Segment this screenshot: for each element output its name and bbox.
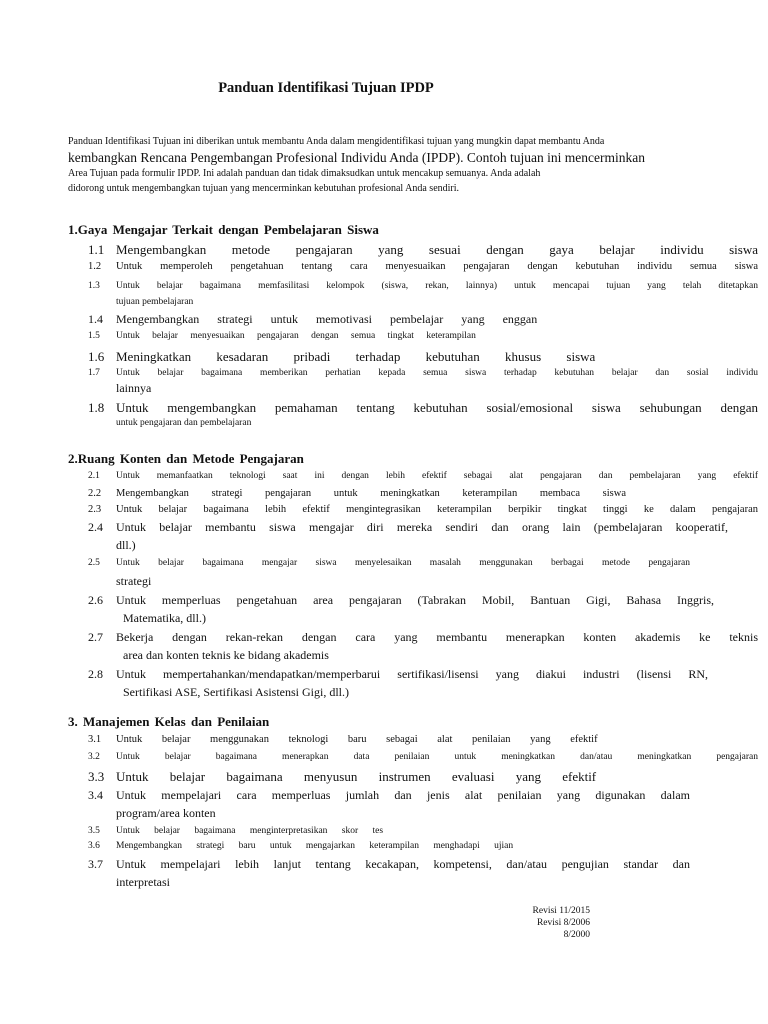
- item-text: Untuk belajar bagaimana menerapkan data penilaian untuk meningkatkan dan/atau meningkatkan pengajaran: [116, 752, 758, 762]
- item-continuation: Matematika, dll.): [123, 611, 206, 625]
- list-item: [68, 786, 758, 822]
- item-number: 3.1: [88, 734, 102, 745]
- revision-line: Revisi 8/2006: [536, 918, 590, 928]
- item-number: 3.6: [88, 841, 100, 851]
- revision-line: Revisi 11/2015: [532, 906, 590, 916]
- list-item: [68, 750, 758, 764]
- revision-notes: [480, 905, 590, 941]
- item-text: Untuk memperluas pengetahuan area pengajaran (Tabrakan Mobil, Bantuan Gigi, Bahasa Inggris,: [116, 593, 714, 607]
- list-item: [68, 767, 758, 786]
- section-manajemen-kelas: [68, 714, 758, 891]
- list-item: [68, 366, 758, 396]
- item-text: Untuk belajar menggunakan teknologi baru sebagai alat penilaian yang efektif: [116, 734, 598, 745]
- item-number: 3.3: [88, 769, 105, 784]
- item-number: 2.7: [88, 630, 103, 644]
- intro-line: kembangkan Rencana Pengembangan Profesional Individu Anda (IPDP). Contoh tujuan ini mencerminkan: [68, 150, 645, 165]
- item-number: 1.6: [88, 349, 105, 364]
- section-title: 3. Manajemen Kelas dan Penilaian: [68, 714, 270, 729]
- item-text: Untuk belajar bagaimana memberikan perhatian kepada semua siswa terhadap kebutuhan belajar dan sosial individu: [116, 368, 758, 378]
- list-item: [68, 259, 758, 275]
- page-title: Panduan Identifikasi Tujuan IPDP: [218, 80, 434, 96]
- list-item: [68, 486, 758, 502]
- item-text: Untuk belajar bagaimana mengajar siswa menyelesaikan masalah menggunakan berbagai metode pengajaran: [116, 558, 690, 568]
- section-ruang-konten: [68, 451, 758, 701]
- list-item: [68, 732, 758, 748]
- list-item: [68, 310, 758, 328]
- list-item: [68, 329, 758, 343]
- item-continuation: Sertifikasi ASE, Sertifikasi Asistensi Gigi, dll.): [123, 685, 349, 699]
- item-number: 1.1: [88, 242, 105, 257]
- item-text: Untuk belajar bagaimana menginterpretasikan skor tes: [116, 826, 384, 836]
- item-number: 1.8: [88, 400, 105, 415]
- list-item: [68, 518, 758, 554]
- item-text: Untuk belajar menyesuaikan pengajaran dengan semua tingkat keterampilan: [116, 331, 476, 341]
- item-number: 1.2: [88, 261, 102, 272]
- list-item: [68, 279, 758, 309]
- item-continuation: strategi: [116, 574, 152, 588]
- item-number: 3.7: [88, 857, 103, 871]
- item-number: 1.5: [88, 331, 100, 341]
- section-gaya-mengajar: [68, 222, 758, 429]
- item-number: 2.2: [88, 488, 102, 499]
- list-item: [68, 502, 758, 518]
- section-title: 2.Ruang Konten dan Metode Pengajaran: [68, 451, 304, 466]
- item-text: Mengembangkan strategi pengajaran untuk meningkatkan keterampilan membaca siswa: [116, 488, 626, 499]
- list-item: [68, 240, 758, 259]
- item-text: Untuk belajar membantu siswa mengajar diri mereka sendiri dan orang lain (pembelajaran kooperatif,: [116, 520, 728, 534]
- item-text: Untuk mempelajari cara memperluas jumlah dan jenis alat penilaian yang digunakan dalam: [116, 788, 690, 802]
- list-item: [68, 824, 758, 838]
- item-number: 3.5: [88, 826, 100, 836]
- list-item: [68, 556, 758, 590]
- item-text: Untuk mempelajari lebih lanjut tentang kecakapan, kompetensi, dan/atau pengujian standar dan: [116, 857, 690, 871]
- list-item: [68, 398, 758, 429]
- item-number: 1.7: [88, 368, 100, 378]
- item-continuation: dll.): [116, 538, 136, 552]
- item-text: Untuk belajar bagaimana memfasilitasi kelompok (siswa, rekan, lainnya) untuk mencapai tujuan yang telah ditetapkan: [116, 281, 758, 291]
- item-text: Untuk belajar bagaimana lebih efektif mengintegrasikan keterampilan berpikir tingkat tinggi ke dalam pengajaran: [116, 504, 758, 515]
- intro-paragraph: [68, 134, 645, 196]
- item-text: Bekerja dengan rekan-rekan dengan cara yang membantu menerapkan konten akademis ke teknis: [116, 630, 758, 644]
- intro-line: didorong untuk mengembangkan tujuan yang mencerminkan kebutuhan profesional Anda sendiri.: [68, 183, 460, 194]
- list-item: [68, 469, 758, 483]
- revision-line: 8/2000: [563, 930, 590, 940]
- item-continuation: interpretasi: [116, 875, 170, 889]
- item-text: Untuk memperoleh pengetahuan tentang cara menyesuaikan pengajaran dengan kebutuhan individu semua siswa: [116, 261, 758, 272]
- item-text: Untuk mempertahankan/mendapatkan/memperbarui sertifikasi/lisensi yang diakui industri (lisensi RN,: [116, 667, 708, 681]
- list-item: [68, 839, 758, 853]
- item-text: Untuk belajar bagaimana menyusun instrumen evaluasi yang efektif: [116, 769, 597, 784]
- intro-line: Panduan Identifikasi Tujuan ini diberikan untuk membantu Anda dalam mengidentifikasi tujuan yang mungkin dapat membantu Anda: [68, 136, 605, 147]
- item-continuation: area dan konten teknis ke bidang akademis: [123, 648, 329, 662]
- item-number: 2.4: [88, 520, 103, 534]
- item-number: 2.5: [88, 558, 100, 568]
- item-text: Mengembangkan metode pengajaran yang sesuai dengan gaya belajar individu siswa: [116, 242, 758, 257]
- list-item: [68, 347, 758, 366]
- list-item: [68, 665, 758, 701]
- item-continuation: lainnya: [116, 381, 152, 395]
- item-text: Mengembangkan strategi untuk memotivasi pembelajar yang enggan: [116, 312, 538, 326]
- list-item: [68, 628, 758, 664]
- item-number: 2.8: [88, 667, 103, 681]
- item-number: 2.3: [88, 504, 102, 515]
- item-number: 2.6: [88, 593, 103, 607]
- item-number: 3.4: [88, 788, 103, 802]
- item-number: 1.4: [88, 312, 103, 326]
- item-text: Meningkatkan kesadaran pribadi terhadap kebutuhan khusus siswa: [116, 349, 596, 364]
- item-text: Mengembangkan strategi baru untuk mengajarkan keterampilan menghadapi ujian: [116, 841, 514, 851]
- item-number: 3.2: [88, 752, 100, 762]
- item-number: 1.3: [88, 281, 100, 291]
- item-text: Untuk memanfaatkan teknologi saat ini dengan lebih efektif sebagai alat pengajaran dan pembelajaran yang efektif: [116, 471, 758, 481]
- list-item: [68, 591, 758, 627]
- intro-line: Area Tujuan pada formulir IPDP. Ini adalah panduan dan tidak dimaksudkan untuk mencakup semuanya. Anda adalah: [68, 168, 541, 179]
- item-text: Untuk mengembangkan pemahaman tentang kebutuhan sosial/emosional siswa sehubungan dengan: [116, 400, 758, 415]
- section-title: 1.Gaya Mengajar Terkait dengan Pembelajaran Siswa: [68, 222, 379, 237]
- list-item: [68, 855, 758, 891]
- item-continuation: program/area konten: [116, 806, 216, 820]
- item-number: 2.1: [88, 471, 100, 481]
- item-continuation: untuk pengajaran dan pembelajaran: [116, 418, 252, 428]
- item-continuation: tujuan pembelajaran: [116, 297, 194, 307]
